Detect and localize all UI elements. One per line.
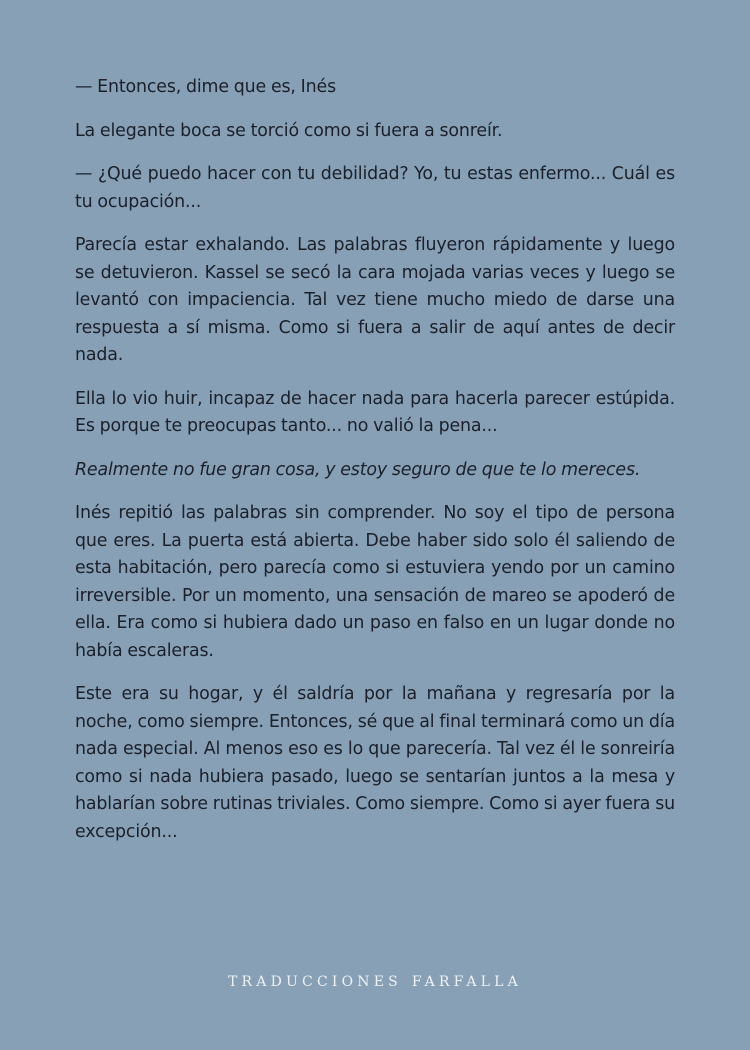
- paragraph-2: La elegante boca se torció como si fuera a sonreír.: [75, 120, 503, 141]
- paragraph-8: Este era su hogar, y él saldría por la mañana y regresaría por la noche, como siempre. Entonces, sé que al final terminará como un día nada especial. Al menos eso es lo que parecería. Tal vez él le sonreiría como si nada hubiera pasado, luego se sentarían juntos a la mesa y hablarían sobre rutinas triviales. Como siempre. Como si ayer fuera su excepción...: [75, 684, 675, 842]
- paragraph-4: Parecía estar exhalando. Las palabras fluyeron rápidamente y luego se detuvieron. Kassel se secó la cara mojada varias veces y luego se levantó con impaciencia. Tal vez tiene mucho miedo de darse una respuesta a sí misma. Como si fuera a salir de aquí antes de decir nada.: [75, 235, 675, 365]
- paragraph-dialogue-1: — Entonces, dime que es, Inés: [75, 77, 336, 97]
- footer-credit: [0, 974, 750, 990]
- paragraph-7: Inés repitió las palabras sin comprender. No soy el tipo de persona que eres. La puerta está abierta. Debe haber sido solo él saliendo de esta habitación, pero parecía como si estuviera yendo por un camino irreversible. Por un momento, una sensación de mareo se apoderó de ella. Era como si hubiera dado un paso en falso en un lugar donde no había escaleras.: [75, 503, 675, 661]
- paragraph-dialogue-3: — ¿Qué puedo hacer con tu debilidad? Yo, tu estas enfermo... Cuál es tu ocupación...: [75, 164, 675, 212]
- paragraph-5: Ella lo vio huir, incapaz de hacer nada para hacerla parecer estúpida. Es porque te preocupas tanto... no valió la pena...: [75, 388, 675, 436]
- footer-word-farfalla: FARFALLA: [411, 974, 522, 990]
- document-body: [75, 74, 675, 862]
- paragraph-italic-6: Realmente no fue gran cosa, y estoy seguro de que te lo mereces.: [75, 459, 641, 480]
- footer-word-traducciones: TRADUCCIONES: [228, 974, 402, 990]
